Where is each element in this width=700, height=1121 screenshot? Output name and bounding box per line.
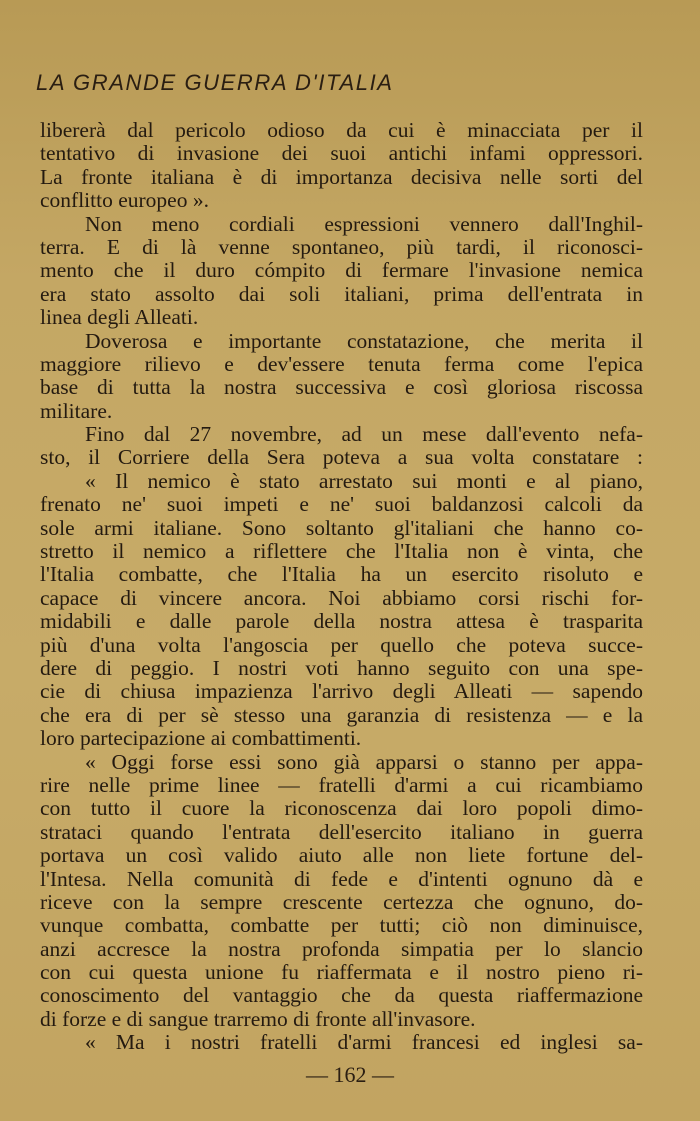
text-line: portava un così valido aiuto alle non liete fortune del- [40, 843, 643, 868]
text-line: La fronte italiana è di importanza decisiva nelle sorti del [40, 164, 643, 189]
page-number: — 162 — [306, 1062, 394, 1087]
text-line: « Ma i nostri fratelli d'armi francesi ed inglesi sa- [85, 1030, 643, 1055]
text-line: midabili e dalle parole della nostra attesa è trasparita [40, 609, 643, 634]
text-line: libererà dal pericolo odioso da cui è minacciata per il [40, 118, 643, 142]
text-line: anzi accresce la nostra profonda simpatia per lo slancio [40, 936, 643, 961]
text-line: maggiore rilievo e dev'essere tenuta ferma come l'epica [40, 351, 643, 376]
text-line: mento che il duro cómpito di fermare l'invasione nemica [40, 258, 643, 283]
text-line: più d'una volta l'angoscia per quello che poteva succe- [40, 632, 643, 657]
text-line: dere di peggio. I nostri voti hanno seguito con una spe- [40, 655, 643, 680]
text-line: terra. E di là venne spontaneo, più tardi, il riconosci- [40, 234, 643, 259]
text-line: rire nelle prime linee — fratelli d'armi a cui ricambiamo [40, 772, 643, 797]
text-line: frenato ne' suoi impeti e ne' suoi baldanzosi calcoli da [40, 492, 643, 517]
text-line: loro partecipazione ai combattimenti. [40, 726, 362, 751]
text-line: sto, il Corriere della Sera poteva a sua volta constatare : [40, 445, 643, 470]
body-text [40, 119, 643, 1055]
text-line: Non meno cordiali espressioni vennero dall'Inghil- [85, 211, 643, 236]
text-line: Doverosa e importante constatazione, che merita il [85, 328, 643, 353]
text-line: tentativo di invasione dei suoi antichi infami oppressori. [40, 141, 643, 166]
text-line: stretto il nemico a riflettere che l'Italia non è vinta, che [40, 539, 643, 564]
text-line: « Il nemico è stato arrestato sui monti e al piano, [85, 468, 643, 493]
text-line: sole armi italiane. Sono soltanto gl'italiani che hanno co- [40, 515, 643, 540]
text-line: con tutto il cuore la riconoscenza dai loro popoli dimo- [40, 796, 643, 821]
text-line: conflitto europeo ». [40, 188, 209, 213]
text-line: Fino dal 27 novembre, ad un mese dall'evento nefa- [85, 422, 643, 447]
text-line: era stato assolto dai soli italiani, prima dell'entrata in [40, 281, 643, 306]
text-line: base di tutta la nostra successiva e così gloriosa riscossa [40, 375, 643, 400]
text-line: l'Italia combatte, che l'Italia ha un esercito risoluto e [40, 562, 643, 587]
text-line: che era di per sè stesso una garanzia di resistenza — e la [40, 702, 643, 727]
text-line: militare. [40, 398, 113, 423]
text-line: vunque combatta, combatte per tutti; ciò non diminuisce, [40, 913, 643, 938]
text-line: di forze e di sangue trarremo di fronte all'invasore. [40, 1006, 476, 1031]
text-line: l'Intesa. Nella comunità di fede e d'intenti ognuno dà e [40, 866, 643, 891]
text-line: strataci quando l'entrata dell'esercito italiano in guerra [40, 819, 643, 844]
text-line: linea degli Alleati. [40, 305, 199, 330]
text-line: « Oggi forse essi sono già apparsi o stanno per appa- [85, 749, 643, 774]
text-line: riceve con la sempre crescente certezza che ognuno, do- [40, 889, 643, 914]
running-head: LA GRANDE GUERRA D'ITALIA [36, 70, 394, 95]
text-line: capace di vincere ancora. Noi abbiamo corsi rischi for- [40, 585, 643, 610]
text-line: cie di chiusa impazienza l'arrivo degli Alleati — sapendo [40, 679, 643, 704]
text-line: con cui questa unione fu riaffermata e il nostro pieno ri- [40, 960, 643, 985]
text-line: conoscimento del vantaggio che da questa riaffermazione [40, 983, 643, 1008]
